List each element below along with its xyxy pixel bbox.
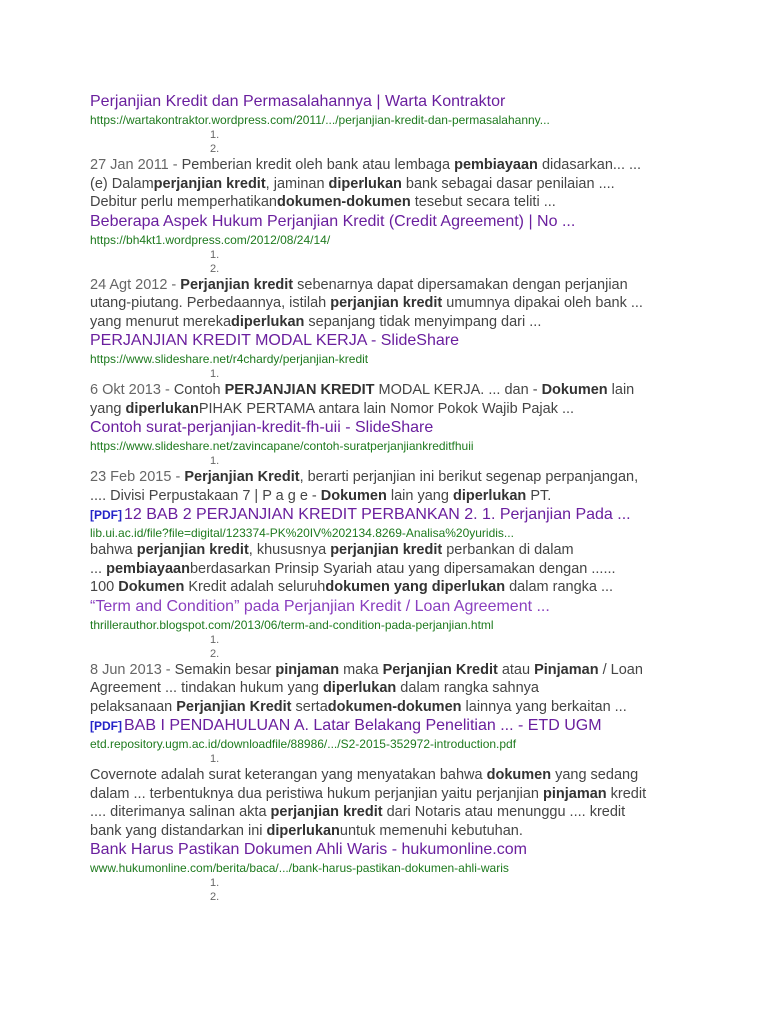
snippet-text: Pemberian kredit oleh bank atau lembaga: [181, 157, 455, 173]
snippet-line: [90, 541, 750, 560]
snippet-text: bahwa: [90, 542, 137, 558]
snippet-highlight: perjanjian kredit: [330, 542, 443, 558]
snippet-line: [90, 698, 750, 717]
snippet-highlight: Dokumen: [541, 382, 608, 398]
result-url: https://www.slideshare.net/r4chardy/perjanjian-kredit: [90, 352, 369, 366]
result-title-link[interactable]: [90, 597, 750, 617]
result-title-link[interactable]: [90, 418, 750, 438]
result-snippet: [90, 541, 750, 597]
search-result: [90, 212, 750, 332]
snippet-line: [90, 661, 750, 680]
snippet-text: lainnya yang berkaitan ...: [461, 698, 627, 715]
search-result: [90, 331, 750, 418]
snippet-text: berdasarkan Prinsip Syariah atau yang dipersamakan dengan ......: [189, 560, 616, 577]
result-title-text: Contoh surat-perjanjian-kredit-fh-uii - SlideShare: [90, 419, 434, 436]
result-title-text: “Term and Condition” pada Perjanjian Kredit / Loan Agreement ...: [90, 597, 550, 615]
pdf-badge: [PDF]: [90, 508, 122, 522]
result-title-link[interactable]: [90, 505, 750, 525]
result-title-link[interactable]: [90, 331, 750, 351]
result-snippet: [90, 468, 750, 505]
snippet-highlight: dokumen yang diperlukan: [325, 579, 506, 595]
snippet-line: [90, 766, 750, 785]
snippet-highlight: Perjanjian Kredit: [382, 661, 498, 678]
result-title-text: PERJANJIAN KREDIT MODAL KERJA - SlideShare: [90, 332, 459, 349]
snippet-date: 24 Agt 2012 -: [90, 276, 181, 293]
snippet-date: 23 Feb 2015 -: [90, 469, 185, 485]
snippet-highlight: perjanjian kredit: [270, 804, 383, 820]
result-number-list: [90, 454, 750, 468]
snippet-line: [90, 294, 750, 313]
snippet-line: [90, 276, 750, 295]
snippet-highlight: dokumen-dokumen: [327, 698, 462, 715]
result-number-item: 1.: [210, 129, 220, 141]
result-number-list: [90, 128, 750, 156]
snippet-line: [90, 785, 750, 804]
snippet-text: Debitur perlu memperhatikan: [90, 194, 277, 210]
snippet-line: [90, 803, 750, 822]
snippet-text: dalam rangka ...: [505, 579, 614, 595]
result-number-list: [90, 752, 750, 766]
snippet-line: [90, 400, 750, 419]
snippet-highlight: diperlukan: [328, 175, 402, 192]
result-number-list: [90, 367, 750, 381]
snippet-highlight: dokumen-dokumen: [276, 194, 411, 210]
result-snippet: [90, 766, 750, 840]
result-number-item: 1.: [210, 368, 220, 380]
snippet-text: yang: [90, 400, 126, 417]
result-number-item: 2.: [210, 262, 220, 275]
result-number-list: [90, 876, 750, 904]
snippet-highlight: Perjanjian Kredit: [176, 698, 292, 715]
snippet-text: lain: [607, 382, 635, 398]
pdf-badge: [PDF]: [90, 719, 122, 733]
result-number-item: 1.: [210, 877, 220, 889]
snippet-text: Contoh: [173, 382, 225, 398]
result-url: www.hukumonline.com/berita/baca/.../bank-harus-pastikan-dokumen-ahli-waris: [90, 861, 509, 875]
snippet-text: 100: [90, 579, 119, 595]
snippet-highlight: pinjaman: [542, 785, 607, 802]
snippet-highlight: Pinjaman: [534, 661, 599, 678]
result-number-item: 1.: [210, 633, 220, 646]
snippet-text: maka: [339, 661, 383, 678]
snippet-text: , berarti perjanjian ini berikut segenap perpanjangan,: [299, 469, 639, 485]
snippet-text: , khususnya: [248, 542, 331, 558]
result-url: https://www.slideshare.net/zavincapane/contoh-suratperjanjiankreditfhuii: [90, 439, 474, 453]
snippet-line: [90, 175, 750, 194]
result-number-item: 1.: [210, 248, 220, 261]
snippet-text: dari Notaris atau menunggu .... kredit: [382, 804, 626, 820]
snippet-text: Kredit adalah seluruh: [184, 579, 326, 595]
snippet-highlight: perjanjian kredit: [330, 295, 443, 311]
snippet-text: sepanjang tidak menyimpang dari ...: [304, 313, 542, 330]
snippet-text: sebenarnya dapat dipersamakan dengan perjanjian: [293, 276, 628, 293]
snippet-line: [90, 156, 750, 175]
result-number-item: 2.: [210, 143, 220, 155]
snippet-text: .... diterimanya salinan akta: [90, 804, 271, 820]
snippet-text: (e) Dalam: [90, 175, 154, 192]
result-title-text: 12 BAB 2 PERJANJIAN KREDIT PERBANKAN 2. 1. Perjanjian Pada ...: [124, 506, 631, 523]
result-snippet: [90, 661, 750, 717]
snippet-text: didasarkan... ...: [537, 157, 642, 173]
snippet-highlight: Perjanjian Kredit: [184, 469, 300, 485]
snippet-text: yang menurut mereka: [90, 313, 232, 330]
snippet-line: [90, 560, 750, 579]
snippet-text: PT.: [526, 487, 552, 504]
search-result: [90, 418, 750, 505]
snippet-line: [90, 193, 750, 212]
result-snippet: [90, 381, 750, 418]
snippet-text: PIHAK PERTAMA antara lain Nomor Pokok Wajib Pajak ...: [198, 400, 575, 417]
snippet-highlight: diperlukan: [266, 822, 340, 839]
snippet-highlight: PERJANJIAN KREDIT: [224, 382, 375, 398]
result-url: https://bh4kt1.wordpress.com/2012/08/24/14/: [90, 232, 331, 247]
result-number-item: 2.: [210, 891, 220, 903]
snippet-line: [90, 679, 750, 698]
result-title-text: Bank Harus Pastikan Dokumen Ahli Waris - hukumonline.com: [90, 841, 527, 858]
snippet-date: 27 Jan 2011 -: [90, 157, 182, 173]
result-snippet: [90, 276, 750, 332]
search-result: [90, 840, 750, 904]
snippet-text: / Loan: [598, 661, 643, 678]
snippet-highlight: diperlukan: [125, 400, 199, 417]
result-title-text: Perjanjian Kredit dan Permasalahannya | Warta Kontraktor: [90, 93, 506, 110]
snippet-text: bank sebagai dasar penilaian ....: [401, 175, 615, 192]
snippet-highlight: pinjaman: [275, 661, 340, 678]
result-url: etd.repository.ugm.ac.id/downloadfile/88986/.../S2-2015-352972-introduction.pdf: [90, 737, 517, 751]
snippet-text: kredit: [606, 785, 647, 802]
search-result: [90, 92, 750, 212]
snippet-highlight: Dokumen: [320, 487, 387, 504]
result-snippet: [90, 156, 750, 212]
snippet-text: yang sedang: [551, 767, 639, 783]
snippet-text: Agreement ... tindakan hukum yang: [90, 680, 323, 696]
result-title-link[interactable]: [90, 840, 750, 860]
snippet-highlight: pembiayaan: [454, 157, 538, 173]
snippet-text: Covernote adalah surat keterangan yang menyatakan bahwa: [90, 767, 487, 783]
search-result: [90, 597, 750, 717]
snippet-text: ...: [90, 560, 107, 577]
snippet-text: MODAL KERJA. ... dan -: [374, 382, 542, 398]
snippet-date: 8 Jun 2013 -: [90, 661, 175, 678]
result-number-item: 1.: [210, 455, 220, 467]
snippet-text: lain yang: [386, 487, 453, 504]
snippet-highlight: perjanjian kredit: [136, 542, 249, 558]
snippet-text: dalam ... terbentuknya dua peristiwa hukum perjanjian yaitu perjanjian: [90, 785, 543, 802]
snippet-highlight: pembiayaan: [106, 560, 190, 577]
result-url: lib.ui.ac.id/file?file=digital/123374-PK%20IV%202134.8269-Analisa%20yuridis...: [90, 526, 514, 540]
snippet-date: 6 Okt 2013 -: [90, 382, 174, 398]
snippet-text: pelaksanaan: [90, 698, 177, 715]
snippet-text: umumnya dipakai oleh bank ...: [442, 295, 643, 311]
result-title-text: Beberapa Aspek Hukum Perjanjian Kredit (Credit Agreement) | No ...: [90, 212, 576, 230]
snippet-highlight: perjanjian kredit: [153, 175, 266, 192]
search-result: [90, 716, 750, 840]
result-url: https://wartakontraktor.wordpress.com/2011/.../perjanjian-kredit-dan-permasalahanny...: [90, 113, 550, 127]
snippet-line: [90, 578, 750, 597]
snippet-line: [90, 487, 750, 506]
snippet-text: bank yang distandarkan ini: [90, 822, 267, 839]
snippet-line: [90, 468, 750, 487]
snippet-text: untuk memenuhi kebutuhan.: [339, 822, 523, 839]
snippet-highlight: diperlukan: [322, 680, 397, 696]
result-title-link[interactable]: [90, 716, 750, 736]
result-title-link[interactable]: [90, 92, 750, 112]
snippet-text: , jaminan: [265, 175, 329, 192]
snippet-text: Semakin besar: [174, 661, 276, 678]
snippet-text: atau: [497, 661, 535, 678]
snippet-line: [90, 381, 750, 400]
search-result: [90, 505, 750, 597]
snippet-line: [90, 313, 750, 332]
snippet-text: dalam rangka sahnya: [396, 680, 539, 696]
result-number-item: 1.: [210, 753, 220, 765]
result-number-list: [90, 248, 750, 276]
snippet-text: .... Divisi Perpustakaan 7 | P a g e -: [90, 487, 321, 504]
result-title-text: BAB I PENDAHULUAN A. Latar Belakang Penelitian ... - ETD UGM: [124, 717, 602, 734]
snippet-highlight: Perjanjian kredit: [180, 276, 294, 293]
result-number-list: [90, 633, 750, 661]
snippet-text: tesebut secara teliti ...: [410, 194, 556, 210]
snippet-highlight: Dokumen: [118, 579, 185, 595]
snippet-text: utang-piutang. Perbedaannya, istilah: [90, 295, 331, 311]
snippet-highlight: diperlukan: [452, 487, 527, 504]
snippet-highlight: dokumen: [486, 767, 552, 783]
snippet-highlight: diperlukan: [231, 313, 305, 330]
result-title-link[interactable]: [90, 212, 750, 232]
snippet-text: serta: [291, 698, 328, 715]
search-results: [90, 92, 750, 904]
result-url: thrillerauthor.blogspot.com/2013/06/term-and-condition-pada-perjanjian.html: [90, 617, 494, 632]
result-number-item: 2.: [210, 647, 220, 660]
snippet-line: [90, 822, 750, 841]
snippet-text: perbankan di dalam: [442, 542, 574, 558]
